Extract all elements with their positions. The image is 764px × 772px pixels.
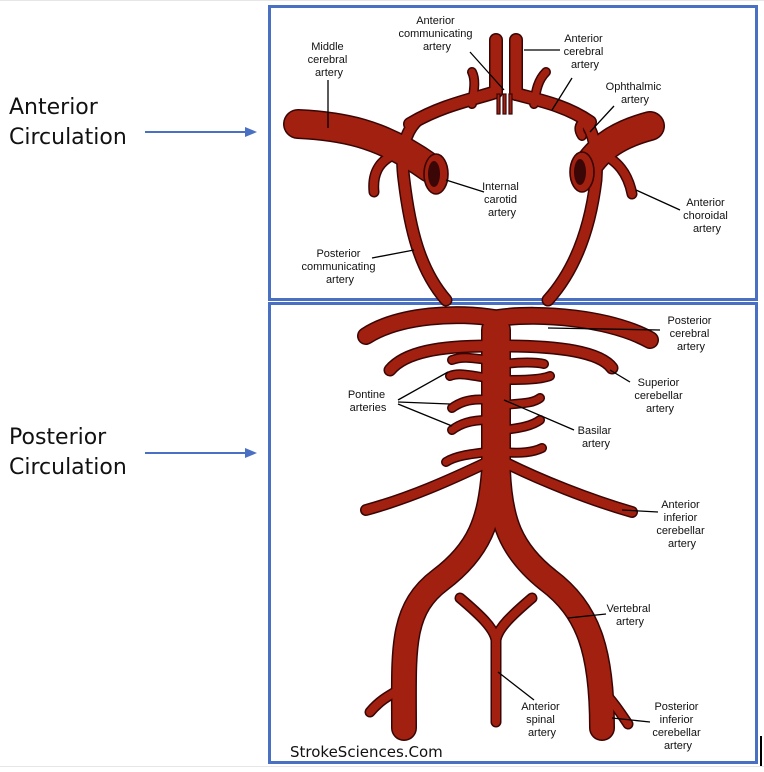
label-posterior-cerebral: Posterior cerebral artery [667,315,712,353]
bottom-divider [0,766,764,767]
label-aica: Anterior inferior cerebellar artery [656,499,705,550]
label-ophthalmic: Ophthalmic artery [605,81,662,106]
label-pontine: Pontine arteries [347,389,387,414]
text-cursor-mark [760,736,762,766]
posterior-label-line1: Posterior [9,425,107,450]
label-pica: Posterior inferior cerebellar artery [652,701,701,752]
anterior-label-line1: Anterior [9,95,98,120]
label-basilar: Basilar artery [577,425,612,450]
anterior-label-line2: Circulation [9,125,127,150]
label-anterior-choroidal: Anterior choroidal artery [683,197,728,235]
label-anterior-cerebral: Anterior cerebral artery [563,33,604,71]
label-anterior-spinal: Anterior spinal artery [521,701,560,739]
label-posterior-communicating: Posterior communicating artery [301,248,376,286]
artery-network [298,40,650,728]
label-superior-cerebellar: Superior cerebellar artery [634,377,683,415]
label-anterior-communicating: Anterior communicating artery [398,15,473,53]
site-credit: StrokeSciences.Com [290,743,443,761]
posterior-label-line2: Circulation [9,455,127,480]
label-middle-cerebral: Middle cerebral artery [307,41,348,79]
label-internal-carotid: Internal carotid artery [482,181,519,219]
label-vertebral: Vertebral artery [606,603,651,628]
